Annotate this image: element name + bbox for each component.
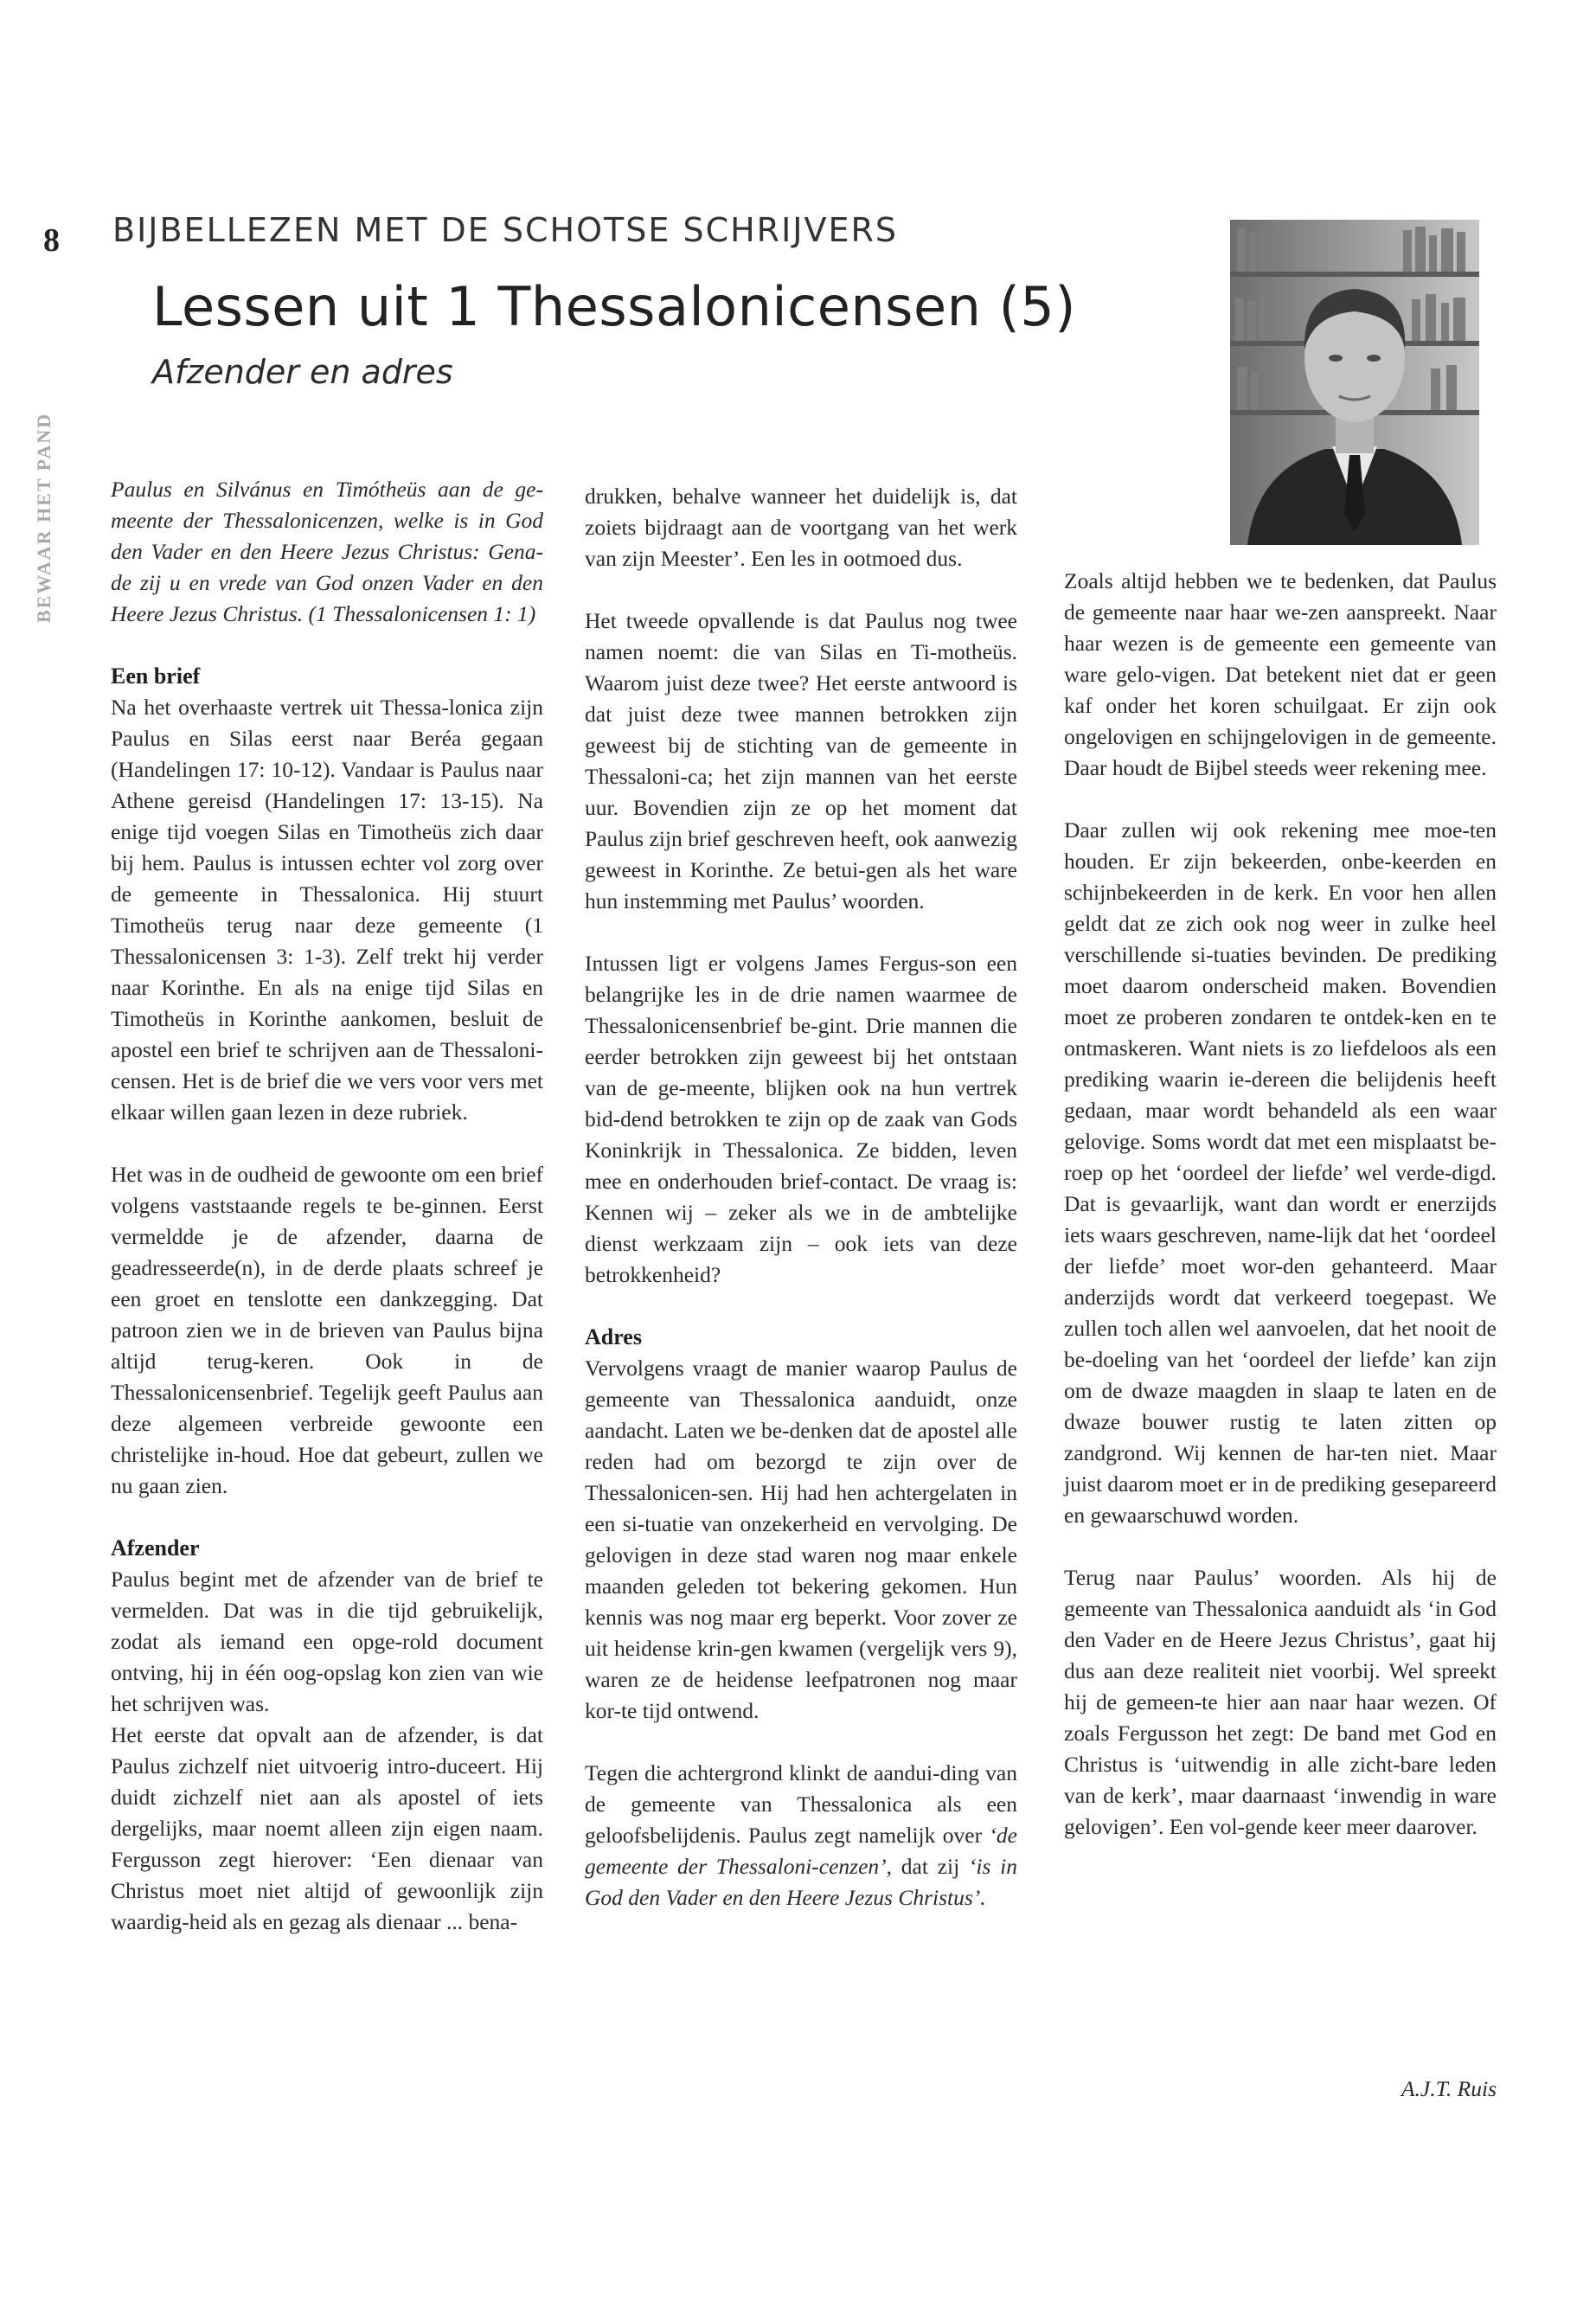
author-portrait-icon <box>1230 220 1479 545</box>
heading-adres: Adres <box>585 1324 642 1349</box>
paragraph: Daar zullen wij ook rekening mee moe-ten houden. Er zijn bekeerden, onbe-keerden en schijnbekeerden in de kerk. En voor hen allen geldt dat ze zich ook nog weer in zulke heel verschillende si-tuaties bevinden. De prediking moet daarom onderscheid maken. Bovendien moet ze proberen zondaren te ontdek-ken en te ontmaskeren. Want niets is zo liefdeloos als een prediking waarin ie-dereen die belijdenis heeft gedaan, maar wordt behandeld als een waar gelovige. Soms wordt dat met een misplaatst be-roep op het ‘oordeel der liefde’ wel verde-digd. Dat is gevaarlijk, want dan wordt er enerzijds iets waars geschreven, name-lijk dat het ‘oordeel der liefde’ moet wor-den gehanteerd. Maar anderzijds wordt dat verkeerd toegepast. We zullen toch allen wel aanvoelen, dat het nooit de be-doeling van het ‘oordeel der liefde’ kan zijn om de dwaze maagden in slaap te laten en de dwaze bouwer rustig te laten zitten op zandgrond. Wij kennen de har-ten niet. Maar juist daarom moet er in de prediking gesepareerd en gewaarschuwd worden. <box>1064 817 1497 1528</box>
paragraph: Zoals altijd hebben we te bedenken, dat Paulus de gemeente naar haar we-zen aanspreekt. Naar haar wezen is de gemeente een gemeente van ware gelo-vigen. Dat betekent niet dat er geen kaf onder het koren schuilgaat. Er zijn ook ongelovigen en schijngelovigen in de gemeente. Daar houdt de Bijbel steeds weer rekening mee. <box>1064 568 1497 780</box>
paragraph: Terug naar Paulus’ woorden. Als hij de gemeente van Thessalonica aanduidt als ‘in God den Vader en de Heere Jezus Christus’, gaat hij dus aan deze realiteit niet voorbij. Wel spreekt hij de gemeen-te hier aan naar haar wezen. Of zoals Fergusson het zegt: De band met God en Christus is ‘uitwendig in alle zicht-bare leden van de kerk’, maar daarnaast ‘inwendig in ware gelovigen’. Een vol-gende keer meer daarover. <box>1064 1565 1497 1839</box>
paragraph: Het tweede opvallende is dat Paulus nog twee namen noemt: die van Silas en Ti-motheüs. Waarom juist deze twee? Het eerste antwoord is dat juist deze twee mannen betrokken zijn geweest bij de stichting van de gemeente in Thessaloni-ca; het zijn mannen van het eerste uur. Bovendien zijn ze op het moment dat Paulus zijn brief geschreven heeft, ook aanwezig geweest in Korinthe. Ze betui-gen als het ware hun instemming met Paulus’ woorden. <box>585 608 1017 913</box>
paragraph: drukken, behalve wanneer het duidelijk is, dat zoiets bijdraagt aan de voortgang van het werk van zijn Meester’. Een les in ootmoed dus. <box>585 484 1017 571</box>
paragraph: Intussen ligt er volgens James Fergus-son een belangrijke les in de drie namen waarmee de Thessalonicensenbrief be-gint. Drie mannen die eerder betrokken zijn geweest bij het ontstaan van de ge-meente, blijken ook na hun vertrek bid-dend betrokken te zijn op de zaak van Gods Koninkrijk in Thessalonica. Ze bidden, leven mee en onderhouden brief-contact. De vraag is: Kennen wij – zeker als we in de ambtelijke dienst werkzaam zijn – ook iets van deze betrokkenheid? <box>585 951 1017 1287</box>
paragraph: Het was in de oudheid de gewoonte om een brief volgens vaststaande regels te be-ginnen. Eerst vermeldde je de afzender, daarna de geadresseerde(n), in de derde plaats schreef je een groet en tenslotte een dankzegging. Dat patroon zien we in de brieven van Paulus bijna altijd terug-keren. Ook in de Thessalonicensenbrief. Tegelijk geeft Paulus aan deze algemeen verbreide gewoonte een christelijke in-houd. Hoe dat gebeurt, zullen we nu gaan zien. <box>111 1162 543 1498</box>
article-subtitle: Afzender en adres <box>152 353 453 391</box>
column-2 <box>585 481 1017 1945</box>
quote-run: ‘is in God den Vader en den Heere Jezus Christus’. <box>585 1854 1017 1910</box>
page-number: 8 <box>43 222 60 259</box>
intro-quote: Paulus en Silvánus en Timótheüs aan de ge-meente der Thessalonicenzen, welke is in God den Vader en den Heere Jezus Christus: Gena-de zij u en vrede van God onzen Vader en den Heere Jezus Christus. (1 Thessalonicensen 1: 1) <box>111 477 543 626</box>
paragraph: Vervolgens vraagt de manier waarop Paulus de gemeente van Thessalonica aanduidt, onze aandacht. Laten we be-denken dat de apostel alle reden had om bezorgd te zijn over de Thessalonicen-sen. Hij had hen achtergelaten in een si-tuatie van onzekerheid en vervolging. De gelovigen in deze stad waren nog maar enkele maanden geleden tot bekering gekomen. Hun kennis was nog maar erg beperkt. Voor zover ze uit heidense krin-gen kwamen (vergelijk vers 9), waren ze de heidense leefpatronen nog maar kor-te tijd ontwend. <box>585 1356 1017 1723</box>
paragraph <box>585 1758 1017 1913</box>
column-1 <box>111 474 543 1969</box>
text-run: dat zij <box>892 1854 969 1879</box>
author-signature: A.J.T. Ruis <box>1401 2076 1497 2101</box>
heading-een-brief: Een brief <box>111 663 201 689</box>
paragraph: Paulus begint met de afzender van de brief te vermelden. Dat was in die tijd gebruikelijk, zodat als iemand een opge-rold document ontving, hij in één oog-opslag kon zien van wie het schrijven was. <box>111 1567 543 1716</box>
quote-run: ‘de gemeente der Thessaloni-cenzen’, <box>585 1823 1017 1879</box>
heading-afzender: Afzender <box>111 1535 200 1561</box>
author-portrait-photo <box>1230 220 1479 545</box>
paragraph: Na het overhaaste vertrek uit Thessa-lonica zijn Paulus en Silas eerst naar Beréa gegaan (Handelingen 17: 10-12). Vandaar is Paulus naar Athene gereisd (Handelingen 17: 13-15). Na enige tijd voegen Silas en Timotheüs zich daar bij hem. Paulus is intussen echter vol zorg over de gemeente in Thessalonica. Hij stuurt Timotheüs terug naar deze gemeente (1 Thessalonicensen 3: 1-3). Zelf trekt hij verder naar Korinthe. En als na enige tijd Silas en Timotheüs in Korinthe aankomen, besluit de apostel een brief te schrijven aan de Thessaloni-censen. Het is de brief die we vers voor vers met elkaar willen gaan lezen in deze rubriek. <box>111 695 543 1125</box>
column-3 <box>1064 566 1497 1874</box>
text-run: Tegen die achtergrond klinkt de aandui-ding van de gemeente van Thessalonica als een geloofsbelijdenis. Paulus zegt namelijk over <box>585 1760 1017 1848</box>
side-label: BEWAAR HET PAND <box>33 412 54 623</box>
paragraph: Het eerste dat opvalt aan de afzender, is dat Paulus zichzelf niet uitvoerig intro-duceert. Hij duidt zichzelf niet aan als apostel of iets dergelijks, maar noemt alleen zijn eigen naam. Fergusson zegt hierover: ‘Een dienaar van Christus moet niet altijd of gewoonlijk zijn waardig-heid als en gezag als dienaar ... bena- <box>111 1722 543 1934</box>
section-heading: BIJBELLEZEN MET DE SCHOTSE SCHRIJVERS <box>112 211 899 249</box>
article-title: Lessen uit 1 Thessalonicensen (5) <box>152 275 1076 338</box>
